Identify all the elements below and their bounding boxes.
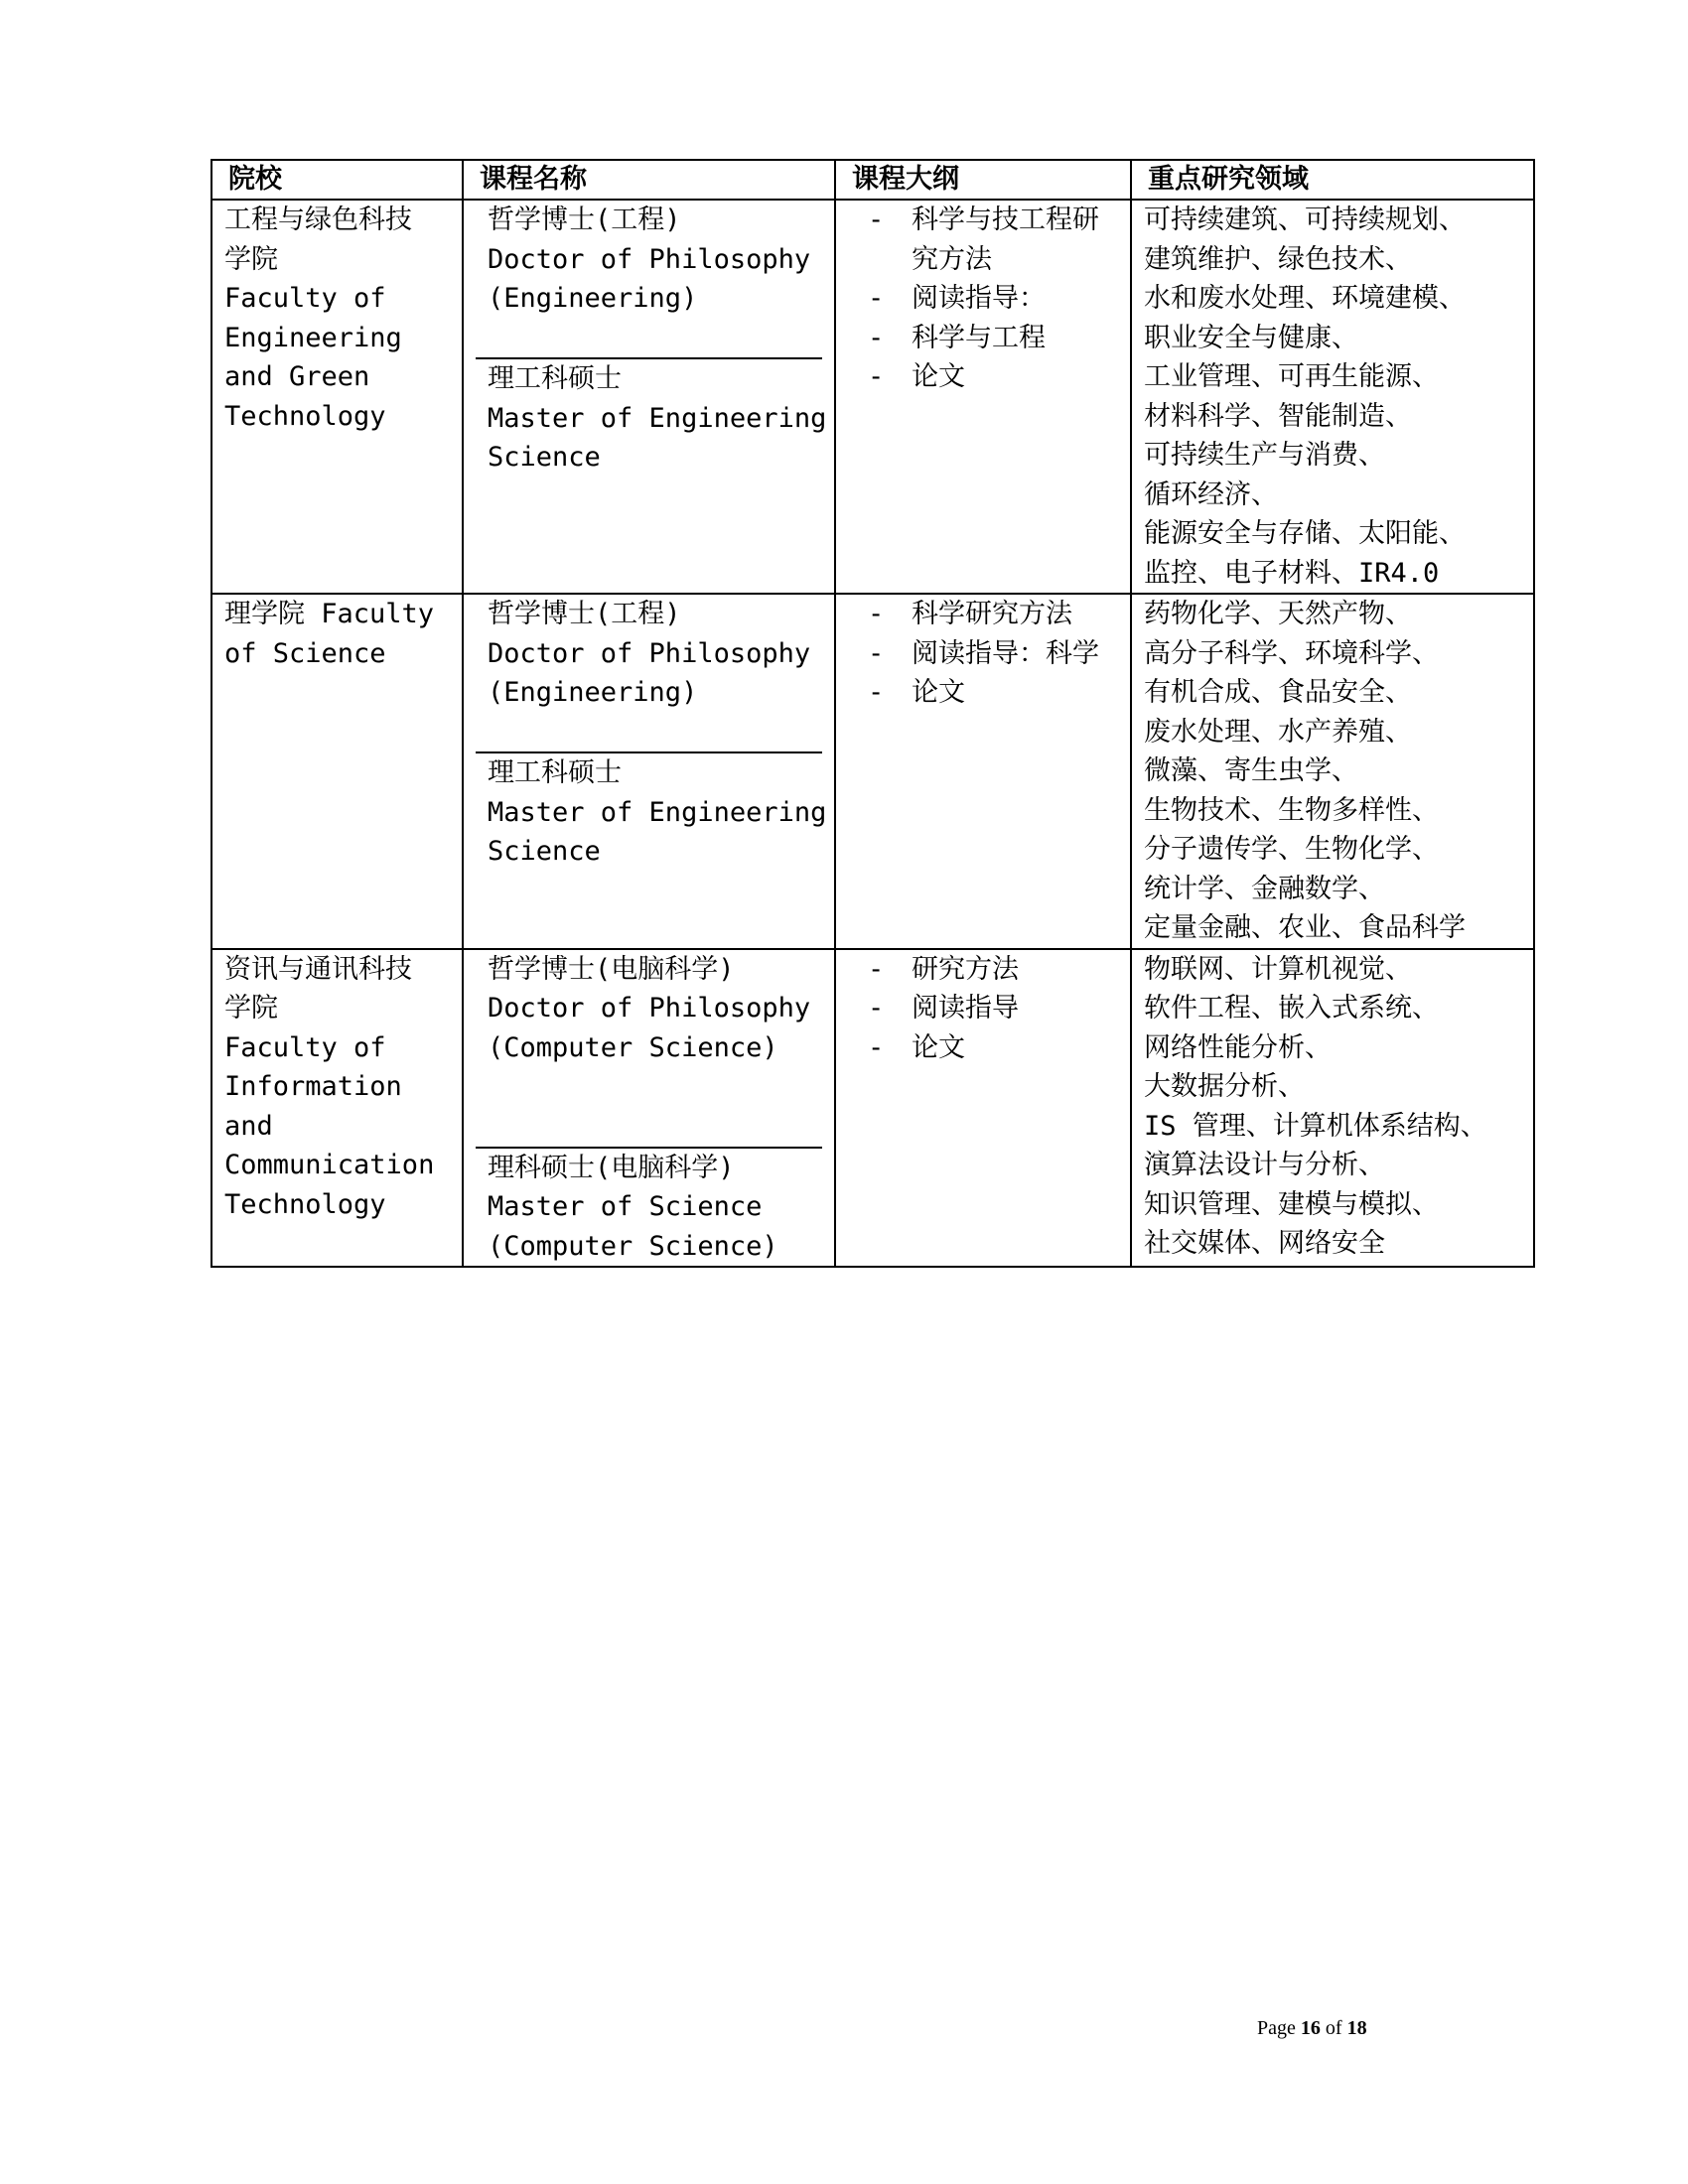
faculty-line: Engineering (224, 322, 402, 353)
faculty-line: Faculty of (224, 1031, 386, 1063)
dash-bullet: - (868, 993, 885, 1024)
dash-bullet: - (868, 1031, 885, 1063)
course-phd (476, 950, 822, 1149)
programme-table (211, 159, 1535, 1268)
outline-text: 阅读指导 (912, 993, 1019, 1024)
course-line: 理工科硕士 (488, 363, 622, 394)
course-cell (463, 200, 835, 594)
outline-text: 科学研究方法 (912, 599, 1072, 629)
outline-text: 论文 (912, 677, 965, 708)
area-line: 知识管理、建模与模拟、 (1144, 1188, 1439, 1220)
faculty-line: Faculty of (224, 283, 386, 314)
area-line: 可持续生产与消费、 (1144, 440, 1385, 471)
header-research-areas: 重点研究领域 (1131, 160, 1534, 200)
outline-cell (835, 200, 1131, 594)
faculty-line: Technology (224, 400, 386, 432)
page-footer (1257, 2017, 1367, 2040)
outline-list (848, 595, 1118, 713)
course-master (476, 1149, 822, 1267)
research-areas-cell (1131, 200, 1534, 594)
course-phd (476, 201, 822, 359)
course-line: (Engineering) (488, 677, 698, 708)
dash-bullet: - (868, 677, 885, 708)
area-line: 有机合成、食品安全、 (1144, 677, 1412, 708)
faculty-line: of Science (224, 637, 386, 669)
course-line: 理科硕士(电脑科学) (488, 1152, 735, 1183)
outline-item (854, 357, 1118, 397)
outline-text: 阅读指导： (912, 283, 1046, 314)
area-line: 高分子科学、环境科学、 (1144, 637, 1439, 669)
outline-item (854, 201, 1118, 279)
area-line: 社交媒体、网络安全 (1144, 1228, 1385, 1259)
area-line: 微藻、寄生虫学、 (1144, 755, 1358, 786)
course-cell (463, 949, 835, 1268)
faculty-line: Information (224, 1071, 402, 1102)
outline-text: 阅读指导：科学 (912, 637, 1099, 669)
area-line: 药物化学、天然产物、 (1144, 599, 1412, 629)
area-line: 物联网、计算机视觉、 (1144, 953, 1412, 985)
course-line: Doctor of Philosophy (488, 993, 811, 1024)
header-outline: 课程大纲 (835, 160, 1131, 200)
header-faculty: 院校 (211, 160, 463, 200)
outline-item (854, 319, 1118, 358)
faculty-line: Technology (224, 1188, 386, 1220)
area-line: 生物技术、生物多样性、 (1144, 794, 1439, 826)
research-areas-cell (1131, 949, 1534, 1268)
course-line: Master of Engineering (488, 402, 827, 434)
outline-text: 论文 (912, 1031, 965, 1063)
dash-bullet: - (868, 322, 885, 353)
outline-item (854, 950, 1118, 990)
outline-item (854, 634, 1118, 674)
faculty-line: 理学院 Faculty (224, 599, 435, 629)
course-line: (Computer Science) (488, 1031, 778, 1063)
course-line: Master of Science (488, 1191, 763, 1222)
area-line: 循环经济、 (1144, 478, 1278, 510)
table-row (211, 949, 1534, 1268)
table-row (211, 594, 1534, 949)
area-line: 建筑维护、绿色技术、 (1144, 243, 1412, 275)
area-line: 材料科学、智能制造、 (1144, 400, 1412, 432)
faculty-line: 学院 (224, 993, 278, 1024)
course-line: Science (488, 442, 601, 473)
dash-bullet: - (868, 205, 885, 235)
faculty-cell (211, 200, 463, 594)
area-line: 废水处理、水产养殖、 (1144, 716, 1412, 748)
area-line: IS 管理、计算机体系结构、 (1144, 1110, 1487, 1142)
page-total: 18 (1346, 2017, 1367, 2039)
outline-item (854, 989, 1118, 1028)
course-line: 哲学博士(工程) (488, 205, 681, 235)
faculty-line: 资讯与通讯科技 (224, 953, 412, 985)
area-line: 演算法设计与分析、 (1144, 1150, 1385, 1180)
faculty-line: and (224, 1110, 273, 1142)
faculty-line: 学院 (224, 243, 278, 275)
outline-list (848, 950, 1118, 1068)
research-areas-cell (1131, 594, 1534, 949)
course-line: Doctor of Philosophy (488, 637, 811, 669)
course-line: (Engineering) (488, 283, 698, 314)
outline-item (854, 279, 1118, 319)
table-header-row (211, 160, 1534, 200)
dash-bullet: - (868, 637, 885, 669)
area-line: 职业安全与健康、 (1144, 322, 1358, 353)
area-line: 软件工程、嵌入式系统、 (1144, 993, 1439, 1024)
course-cell (463, 594, 835, 949)
course-line: Doctor of Philosophy (488, 243, 811, 275)
page-current: 16 (1300, 2017, 1321, 2039)
course-line: 哲学博士(工程) (488, 599, 681, 629)
dash-bullet: - (868, 361, 885, 392)
area-line: 大数据分析、 (1144, 1071, 1305, 1102)
course-phd (476, 595, 822, 753)
faculty-line: and Green (224, 361, 370, 392)
course-master (476, 753, 827, 872)
outline-item (854, 673, 1118, 713)
outline-item (854, 595, 1118, 634)
faculty-cell (211, 949, 463, 1268)
course-master (476, 359, 827, 478)
faculty-cell (211, 594, 463, 949)
outline-text: 论文 (912, 361, 965, 392)
area-line: 分子遗传学、生物化学、 (1144, 834, 1439, 865)
area-line: 可持续建筑、可持续规划、 (1144, 205, 1466, 235)
outline-item (854, 1028, 1118, 1068)
course-line: 理工科硕士 (488, 757, 622, 788)
outline-text: 研究方法 (912, 953, 1019, 985)
course-line: 哲学博士(电脑科学) (488, 953, 735, 985)
header-course-name: 课程名称 (463, 160, 835, 200)
table-row (211, 200, 1534, 594)
dash-bullet: - (868, 953, 885, 985)
page-of: of (1325, 2017, 1342, 2039)
area-line: 统计学、金融数学、 (1144, 873, 1385, 904)
course-line: (Computer Science) (488, 1230, 778, 1262)
area-line: 能源安全与存储、太阳能、 (1144, 518, 1466, 549)
outline-text: 科学与技工程研究方法 (912, 205, 1099, 275)
faculty-line: Communication (224, 1150, 435, 1180)
outline-list (848, 201, 1118, 397)
area-line: 水和废水处理、环境建模、 (1144, 283, 1466, 314)
area-line: 网络性能分析、 (1144, 1031, 1332, 1063)
dash-bullet: - (868, 599, 885, 629)
outline-cell (835, 949, 1131, 1268)
area-line: 监控、电子材料、IR4.0 (1144, 557, 1440, 589)
course-line: Science (488, 836, 601, 867)
page-label: Page (1257, 2017, 1296, 2039)
area-line: 定量金融、农业、食品科学 (1144, 912, 1466, 943)
course-line: Master of Engineering (488, 796, 827, 828)
dash-bullet: - (868, 283, 885, 314)
outline-cell (835, 594, 1131, 949)
area-line: 工业管理、可再生能源、 (1144, 361, 1439, 392)
faculty-line: 工程与绿色科技 (224, 205, 412, 235)
outline-text: 科学与工程 (912, 322, 1046, 353)
